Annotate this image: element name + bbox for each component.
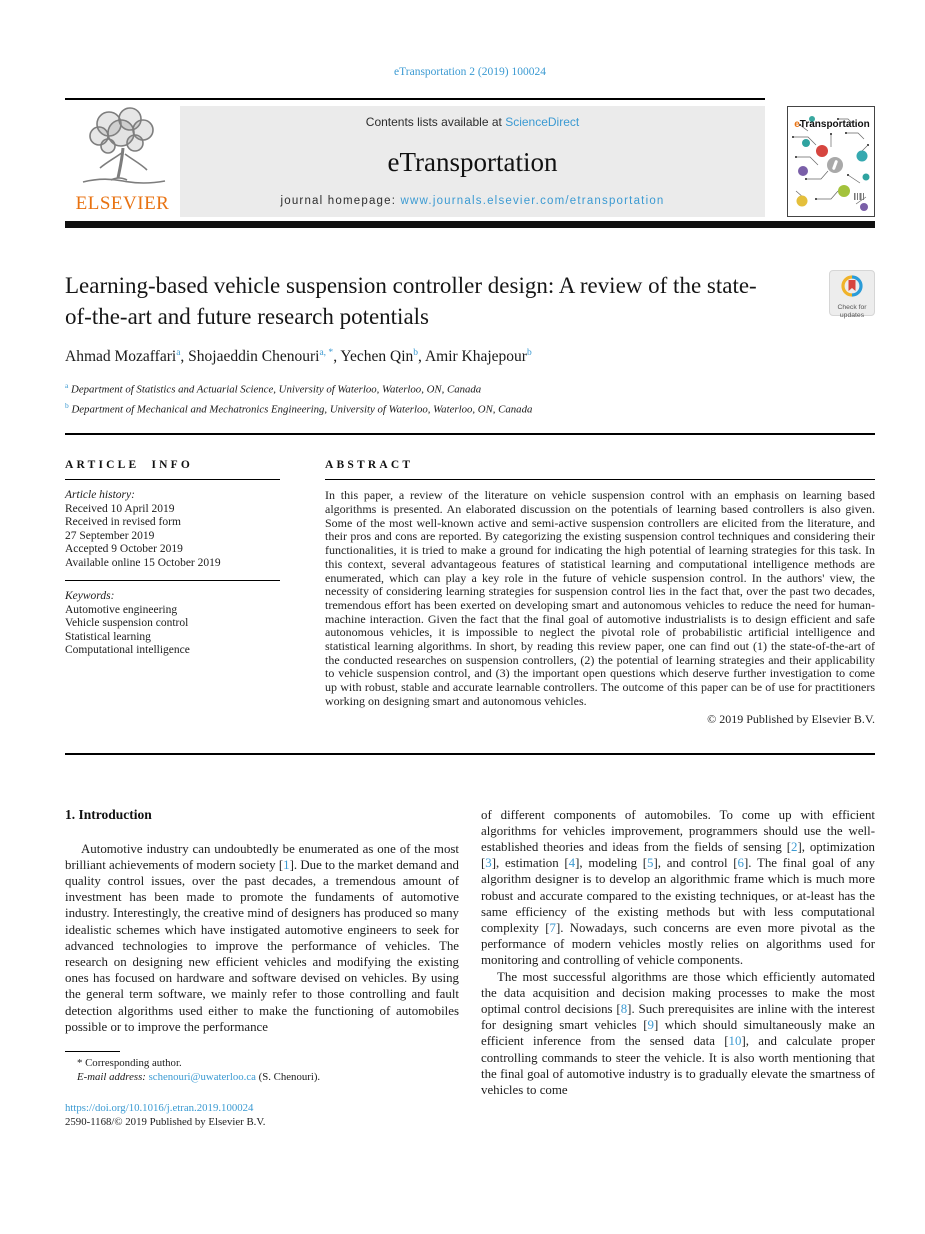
email-suffix: (S. Chenouri). xyxy=(255,1070,321,1083)
email-line xyxy=(65,1071,459,1085)
keyword-line: Statistical learning xyxy=(65,630,151,643)
body-column-right xyxy=(481,807,875,1129)
citation-ref[interactable]: 5 xyxy=(647,856,654,871)
affiliation-superscript: b xyxy=(65,400,69,410)
author-separator: , xyxy=(418,348,425,366)
article-info-section xyxy=(65,459,280,726)
keyword-line: Computational intelligence xyxy=(65,644,190,657)
intro-paragraph-left: Automotive industry can undoubtedly be enumerated as one of the most brilliant achievements of modern society [1]. Due to the market demand and quality control issues, over the past decades, a tremendous amount of investment has been made to promote the fundaments of automotive industry. Interestingly, the creative mind of designers has produced so many idealistic schemes which have instigated automotive engineers to seek for advanced technologies to improve the performance of vehicles. The research on designing new efficient vehicles and modifying the existing ones has focused on hardware and software devised on vehicles. By using the general term software, we mainly refer to those controlling and fault detection algorithms used either to make the functioning of automobiles possible or to improve the performance xyxy=(65,841,459,1034)
intro-paragraph-right-2: The most successful algorithms are those which efficiently automated the data acquisition and decision making processes to make the most optimal control decisions [8]. Such prerequisites are inline with the interest for designing smart vehicles [9] which should simultaneously make an efficient inference from the sensed data [10], and calculate proper controlling commands to steer the vehicle. It is also worth mentioning that the final goal of automotive industry is to gradually elevate the smartness of vehicles to come xyxy=(481,969,875,1098)
body-top-rule xyxy=(65,753,875,755)
history-line: Accepted 9 October 2019 xyxy=(65,543,183,556)
citation-ref[interactable]: 6 xyxy=(737,856,744,871)
author-name: Amir Khajepour xyxy=(424,348,527,366)
keyword-line: Vehicle suspension control xyxy=(65,617,189,630)
affiliation-line xyxy=(65,398,875,418)
elsevier-wordmark: ELSEVIER xyxy=(75,193,170,214)
article-info-heading: ARTICLE INFO xyxy=(65,459,194,472)
citation-ref[interactable]: 2 xyxy=(791,840,798,854)
citation-ref[interactable]: 4 xyxy=(568,856,576,871)
citation-ref[interactable]: 10 xyxy=(728,1034,742,1049)
check-updates-badge[interactable] xyxy=(829,270,875,319)
title-section xyxy=(65,270,875,332)
abstract-heading: ABSTRACT xyxy=(325,459,414,472)
journal-header xyxy=(65,106,875,217)
footnote-rule xyxy=(65,1051,120,1052)
meta-section xyxy=(65,459,875,726)
abstract-section xyxy=(325,459,875,726)
check-updates-label: Check for updates xyxy=(837,304,867,319)
svg-text:eTransportation: eTransportation xyxy=(794,119,870,130)
history-line: Received in revised form xyxy=(65,516,181,529)
citation-ref[interactable]: 1 xyxy=(283,857,290,872)
corresponding-author-note: * Corresponding author. xyxy=(77,1057,182,1070)
homepage-link[interactable]: www.journals.elsevier.com/etransportation xyxy=(400,195,665,207)
issn-line: 2590-1168/© 2019 Published by Elsevier B.V. xyxy=(65,1116,266,1129)
author-separator: , xyxy=(333,348,341,366)
homepage-prefix: journal homepage: xyxy=(280,195,401,207)
journal-citation-line: eTransportation 2 (2019) 100024 xyxy=(394,66,546,78)
journal-cover-thumbnail xyxy=(787,106,875,217)
homepage-line xyxy=(190,195,755,207)
abstract-rule xyxy=(325,479,875,480)
citation-ref[interactable]: 7 xyxy=(549,921,556,936)
author-name: Ahmad Mozaffari xyxy=(65,348,177,366)
doi-link[interactable]: https://doi.org/10.1016/j.etran.2019.100024 xyxy=(65,1102,254,1115)
footnote-block xyxy=(65,1057,459,1084)
keyword-line: Automotive engineering xyxy=(65,603,178,616)
abstract-text: In this paper, a review of the literature on vehicle suspension control with an emphasis on learning based algorithms is presented. An elaborated discussion on the potentials of learning based controllers is also given. Some of the most well-known active and semi-active suspension controllers are elicited from the literature, and their pros and cons are reported. By categorizing the existing suspension control techniques and considering their functionalities, it is tried to make a ground for indicating the high potential of learning strategies for this task. In this context, several advantageous features of statistical learning and computational intelligence methods are enumerated, which can play a key role in the future of vehicle suspension control. In the authors' view, the necessity of considering learning strategies for suspension control lies in the fact that, over the past two decades, tremendous effort has been exerted on developing smart and autonomous vehicles to reduce the need for human-machine interaction. Given the fact that the final goal of automotive industrialists is to design efficient and safe autonomous vehicles, it is impossible to neglect the pivotal role of probabilistic artificial intelligence and statistical learning algorithms. In short, by reading this review paper, one can find out (1) the state-of-the-art of the conducted researches on suspension controllers, (2) the potential of learning strategies and their applicability to vehicle suspension control, and (3) the important open questions which deserve further investigation to come up with robust, stable and accurate learnable controllers. The outcome of this paper can be of use for practitioners working on designing smart and autonomous vehicles. xyxy=(325,488,875,708)
citation-ref[interactable]: 9 xyxy=(647,1018,654,1033)
article-title: Learning-based vehicle suspension controller design: A review of the state-of-the-art and future research potentials xyxy=(65,273,757,329)
elsevier-tree-icon xyxy=(75,106,171,195)
author-superscript: b xyxy=(413,348,419,358)
author-superscript: b xyxy=(526,348,532,358)
abstract-copyright: © 2019 Published by Elsevier B.V. xyxy=(707,711,875,726)
history-line: Available online 15 October 2019 xyxy=(65,556,221,569)
sciencedirect-link[interactable]: ScienceDirect xyxy=(505,115,580,129)
author-name: Shojaeddin Chenouri xyxy=(188,348,320,366)
keywords-label: Keywords: xyxy=(65,590,115,603)
check-updates-icon xyxy=(840,285,864,302)
citation-ref[interactable]: 3 xyxy=(485,856,492,871)
affiliation-text: Department of Statistics and Actuarial Science, University of Waterloo, Waterloo, ON, Canada xyxy=(71,383,482,396)
author-separator: , xyxy=(180,348,189,366)
keywords-block xyxy=(65,580,280,658)
affiliation-text: Department of Mechanical and Mechatronics Engineering, University of Waterloo, Waterloo, ON, Canada xyxy=(71,403,533,416)
author-superscript: a, * xyxy=(319,348,334,358)
affiliation-line xyxy=(65,378,875,398)
affiliations xyxy=(65,378,875,417)
citation-ref[interactable]: 8 xyxy=(620,1002,628,1017)
article-info-rule xyxy=(65,479,280,480)
elsevier-logo xyxy=(65,106,180,217)
email-label: E-mail address: xyxy=(77,1070,149,1083)
intro-paragraph-right-1: of different components of automobiles. To come up with efficient algorithms for vehicles improvement, programmers should use the well-established theories and ideas from the fields of sensing [2], optimization [3], estimation [4], modeling [5], and control [6]. The final goal of any algorithm designer is to develop an algorithmic frame which is much more robust and accurate compared to the existing techniques, or at-least has the same efficiency of the existing methods but with less computational complexity [7]. Nowadays, such concerns are even more pivotal as the performance of modern vehicles mostly relies on algorithms used for monitoring and controlling of vehicle components. xyxy=(481,807,875,968)
affiliation-superscript: a xyxy=(65,381,69,391)
history-line: Received 10 April 2019 xyxy=(65,502,175,515)
cover-circuit-icon xyxy=(788,107,874,216)
article-history-label: Article history: xyxy=(65,489,135,502)
contents-line xyxy=(190,115,755,129)
author-superscript: a xyxy=(176,348,181,358)
contents-prefix: Contents lists available at xyxy=(365,115,506,129)
header-bottom-bar xyxy=(65,221,875,228)
journal-header-box xyxy=(180,106,765,217)
footer-block xyxy=(65,1101,459,1129)
history-line: 27 September 2019 xyxy=(65,529,155,542)
authors-line xyxy=(65,348,875,366)
body-column-left xyxy=(65,807,459,1129)
meta-top-rule xyxy=(65,433,875,435)
introduction-heading: 1. Introduction xyxy=(65,806,152,822)
author-name: Yechen Qin xyxy=(340,348,414,366)
article-history xyxy=(65,489,280,570)
body-columns xyxy=(65,807,875,1129)
journal-title: eTransportation xyxy=(387,146,558,177)
email-link[interactable]: schenouri@uwaterloo.ca xyxy=(148,1070,256,1083)
header-top-rule xyxy=(65,98,765,100)
